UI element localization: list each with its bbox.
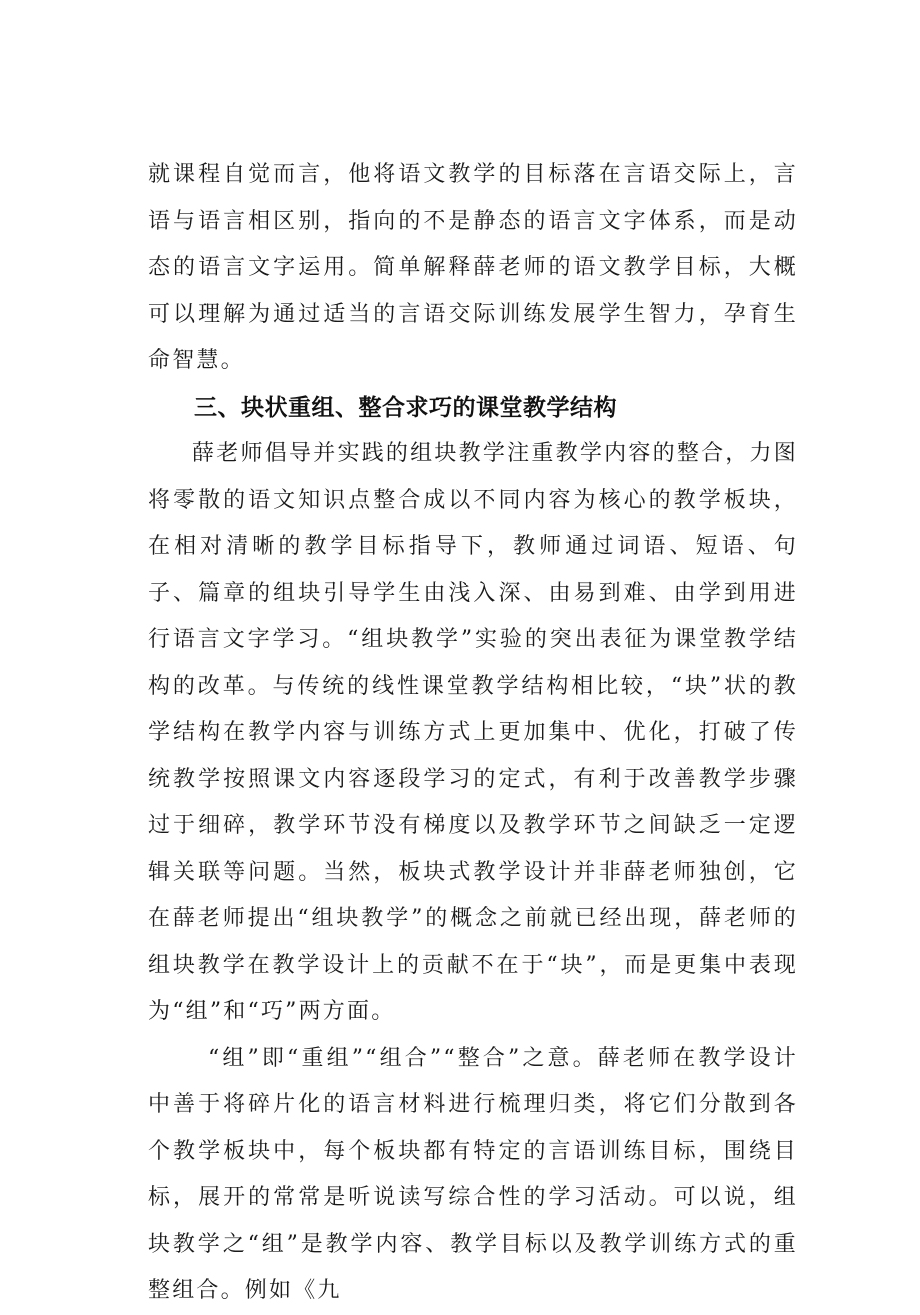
paragraph-continuation: 就课程自觉而言，他将语文教学的目标落在言语交际上，言语与语言相区别，指向的不是静态的语言文字体系，而是动态的语言文字运用。简单解释薛老师的语文教学目标，大概可以理解为通过适当的言语交际训练发展学生智力，孕育生命智慧。 — [148, 162, 798, 373]
section-heading: 三、块状重组、整合求巧的课堂教学结构 — [194, 394, 617, 421]
paragraph-zu-meaning: “组”即“重组”“组合”“整合”之意。薛老师在教学设计中善于将碎片化的语言材料进行梳理归类，将它们分散到各个教学板块中，每个板块都有特定的言语训练目标，围绕目标，展开的常常是听说读写综合性的学习活动。可以说，组块教学之“组”是教学内容、教学目标以及教学训练方式的重整组合。例如《九 — [148, 1045, 798, 1303]
document-page — [148, 152, 798, 1315]
paragraph-block-teaching: 薛老师倡导并实践的组块教学注重教学内容的整合，力图将零散的语文知识点整合成以不同内容为核心的教学板块，在相对清晰的教学目标指导下，教师通过词语、短语、句子、篇章的组块引导学生由浅入深、由易到难、由学到用进行语言文字学习。“组块教学”实验的突出表征为课堂教学结构的改革。与传统的线性课堂教学结构相比较，“块”状的教学结构在教学内容与训练方式上更加集中、优化，打破了传统教学按照课文内容逐段学习的定式，有利于改善教学步骤过于细碎，教学环节没有梯度以及教学环节之间缺乏一定逻辑关联等问题。当然，板块式教学设计并非薛老师独创，它在薛老师提出“组块教学”的概念之前就已经出现，薛老师的组块教学在教学设计上的贡献不在于“块”，而是更集中表现为“组”和“巧”两方面。 — [148, 441, 798, 1024]
